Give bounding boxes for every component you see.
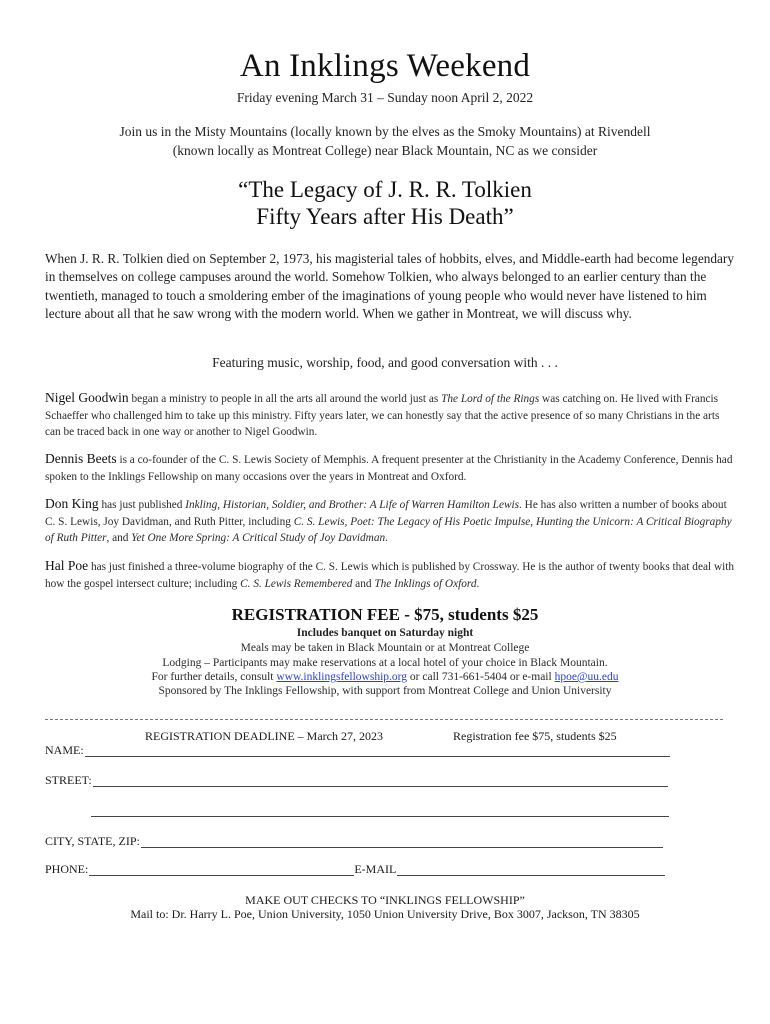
book-title: The Inklings of Oxford xyxy=(374,577,477,590)
city-state-zip-blank[interactable] xyxy=(141,835,663,848)
speaker-bio xyxy=(45,451,735,485)
name-blank[interactable] xyxy=(85,744,670,757)
intro-line-2: (known locally as Montreat College) near Black Mountain, NC as we consider xyxy=(172,143,598,158)
speaker-name: Hal Poe xyxy=(45,558,89,573)
description-paragraph: When J. R. R. Tolkien died on September 2, 1973, his magisterial tales of hobbits, elves, and Middle-earth had become legendary in themselves on college campuses around the world. Somehow Tolkien, who always belonged to an earlier century than the twentieth, managed to touch a smoldering ember of the imaginations of young people who would never have listened to him lecture about all that he saw wrong with the modern world. When we gather in Montreat, we will discuss why. xyxy=(45,251,734,322)
city-state-zip-field[interactable] xyxy=(45,832,663,848)
speaker-bio xyxy=(45,496,735,547)
meals-note: Meals may be taken in Black Mountain or at Montreat College xyxy=(240,642,530,654)
theme-title xyxy=(0,176,770,230)
website-link[interactable]: www.inklingsfellowship.org xyxy=(276,671,408,683)
event-dates: Friday evening March 31 – Sunday noon April 2, 2022 xyxy=(236,90,534,105)
book-title: The Lord of the Rings xyxy=(441,393,540,405)
page-title: An Inklings Weekend xyxy=(239,48,531,84)
name-field[interactable] xyxy=(45,741,670,757)
email-blank[interactable] xyxy=(397,863,665,876)
bio-text: , and xyxy=(106,532,132,544)
street-blank[interactable] xyxy=(93,774,668,787)
cut-here-divider xyxy=(45,719,723,720)
bio-text: has just published xyxy=(98,499,186,511)
registration-deadline: REGISTRATION DEADLINE – March 27, 2023 xyxy=(145,729,383,743)
contact-text: or call 731-661-5404 or e-mail xyxy=(407,671,555,683)
featuring-line: Featuring music, worship, food, and good conversation with . . . xyxy=(212,355,558,370)
bio-text: and xyxy=(352,577,375,590)
phone-blank[interactable] xyxy=(89,863,354,876)
speaker-name: Don King xyxy=(45,496,99,511)
speaker-name: Nigel Goodwin xyxy=(45,390,129,405)
bio-text: has just finished a three-volume biography of the C. S. Lewis which is published by Crossway. He is the author of twenty books that deal with how the gospel intersect culture; including xyxy=(45,561,735,590)
checks-payable-note: MAKE OUT CHECKS TO “INKLINGS FELLOWSHIP” xyxy=(245,893,525,907)
email-label: E-MAIL xyxy=(354,862,397,876)
street-field[interactable] xyxy=(45,771,668,787)
phone-email-row xyxy=(45,860,665,876)
email-link[interactable]: hpoe@uu.edu xyxy=(554,671,619,683)
name-label: NAME: xyxy=(45,743,84,757)
mailing-address: Mail to: Dr. Harry L. Poe, Union University, 1050 Union University Drive, Box 3007, Jackson, TN 38305 xyxy=(130,907,640,921)
sponsor-note: Sponsored by The Inklings Fellowship, with support from Montreat College and Union University xyxy=(158,685,612,697)
street-label: STREET: xyxy=(45,773,92,787)
bio-text: , xyxy=(530,515,536,528)
book-title: Hunting the Unicorn: A Critical Biography of Ruth Pitter xyxy=(45,515,732,544)
registration-fee-heading: REGISTRATION FEE - $75, students $25 xyxy=(231,605,539,624)
contact-line xyxy=(0,670,770,685)
theme-line-1: “The Legacy of J. R. R. Tolkien xyxy=(238,177,532,202)
phone-label: PHONE: xyxy=(45,862,89,876)
street-line-2-field[interactable] xyxy=(90,801,669,817)
book-title: C. S. Lewis, Poet: The Legacy of His Poetic Impulse xyxy=(293,515,531,528)
contact-text: For further details, consult xyxy=(151,671,277,683)
city-state-zip-label: CITY, STATE, ZIP: xyxy=(45,834,140,848)
speaker-name: Dennis Beets xyxy=(45,451,117,466)
book-title: C. S. Lewis Remembered xyxy=(240,577,353,590)
speaker-bio xyxy=(45,558,735,592)
speaker-bio xyxy=(45,390,735,441)
street-line-2-blank[interactable] xyxy=(91,804,669,817)
intro-text xyxy=(0,122,770,160)
book-title: Yet One More Spring: A Critical Study of Joy Davidman xyxy=(131,532,386,544)
bio-text: . xyxy=(385,532,388,544)
registration-fee-note: Registration fee $75, students $25 xyxy=(453,729,617,743)
theme-line-2: Fifty Years after His Death” xyxy=(256,204,514,229)
bio-text: began a ministry to people in all the arts all around the world just as xyxy=(128,393,442,405)
bio-text: . He has also written a number of books about C. S. Lewis, Joy Davidman, and Ruth Pitter, including xyxy=(45,499,727,528)
book-title: Inkling, Historian, Soldier, and Brother: A Life of Warren Hamilton Lewis xyxy=(185,499,520,511)
bio-text: is a co-founder of the C. S. Lewis Society of Memphis. A frequent presenter at the Christianity in the Academy Conference, Dennis had spoken to the Inklings Fellowship on many occasions over the years in Montreat and Oxford. xyxy=(45,454,733,483)
bio-text: . xyxy=(476,577,480,590)
intro-line-1: Join us in the Misty Mountains (locally known by the elves as the Smoky Mountains) at Rivendell xyxy=(119,124,651,139)
lodging-note: Lodging – Participants may make reservations at a local hotel of your choice in Black Mountain. xyxy=(162,657,608,669)
banquet-note: Includes banquet on Saturday night xyxy=(296,627,474,639)
bio-text: was catching on. He lived with Francis Schaeffer who challenged him to take up this ministry. Fifty years later, we can honestly say that the active presence of so many Christians in the arts can be traced back in one way or another to Nigel Goodwin. xyxy=(45,393,720,438)
